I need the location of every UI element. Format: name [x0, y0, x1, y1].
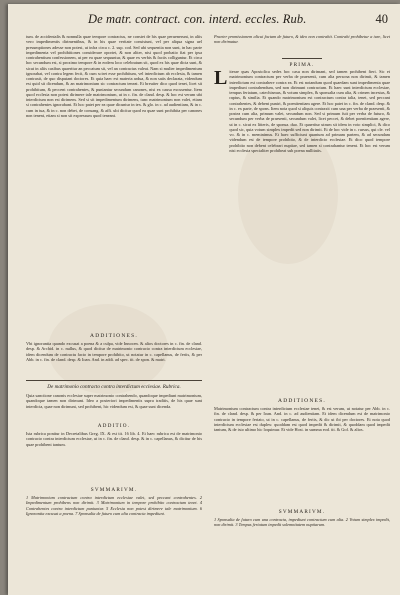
summary-heading: SVMMARIVM.: [278, 509, 326, 515]
left-column: [26, 34, 202, 587]
rubric-text: Quia sanctione canonis ecclesiae super matrimonio contrahendo, quandoque impediunt matrimonium, quandoque tamen non dirimunt. Ideo a posteriori impedimentis supra traditis, de his quae sunt interdicta, quae non dirimunt, sed prohibent, hic videndum est, & quae sunt dicenda.: [26, 393, 202, 409]
running-head: De matr. contract. con. interd. eccles. Rub.: [88, 12, 307, 26]
book-page: [8, 4, 400, 595]
summary-heading: SVMMARIVM.: [90, 487, 138, 493]
page-number: 40: [375, 12, 388, 26]
section-title: De matrimonio contracto contra interdictum ecclesiae. Rubrica.: [47, 384, 181, 390]
summary-text: 1 Matrimonium contractum contra interdictum ecclesiae valet, sed peccant contrahentes. 2 Impedimentum prohibens non dirimit. 3 Matrimonium in tempore prohibito contractum tenet. 4 Contrahentes contra interdictum puniuntur. 5 Ecclesia non potest dirimere tale matrimonium. 6 Ignorantia excusat a poena. 7 Sponsalia de futuro cum alia contracta impediunt.: [26, 495, 202, 516]
main-text-block: [214, 69, 390, 394]
summary-text: 1 Sponsalia de futuro cum una contracta, impediunt contractum cum alia. 2 Votum simplex impedit, non dirimit. 3 Tempus feriatum impedit solemnitatem nuptiarum.: [214, 517, 390, 528]
right-column: [214, 34, 390, 587]
additions-text: Vbi ignorantia quando excusat a poena & a culpa, vide Innocen. & alios doctores in c. fin. de cland. desp. & Archid. in c. nullus, & quod dicitur de matrimonio contracto contra interdictum ecclesiae, idem dicendum de contractu facto in tempore prohibito, ut notatur in c. capellanus, de feriis, & per Abb. in c. fin. de cland. desp. & Ioan. And. in addi. ad spec. tit. de spon. & matri.: [26, 341, 202, 362]
additions-heading: ADDITIONES.: [90, 333, 138, 339]
page-header: [26, 12, 390, 30]
intro-text: Praeter promissionem alicui factam de futuro, & ideo non contrahit. Contrahi prohibetur a iure, licet non dirimatur.: [214, 34, 390, 45]
body-text: tum. de accidentalis & nonnulla quae tempore contractus, ne constet de his quae peruenerunt, in aliis vero impedimentis dirimentibus, & in his quae veritate consistunt, vel per aliqua signa uel presumptiones adesse non potest, ut infra circa c. 2. sup. cod. Sed ubi sequentia non sunt, in hac parte impedimenta vel prohibitiones considerare oportet, & non aliter, nisi quod probatio fiat per ipsa contrahentium confessionem, ut per ea quae sequuntur, & quae ex verbis & factis colliguntur. Et circa hoc secundum est, si proximo tempore & in eodem loco celebratum sit, quod ex his quae dicta sunt, & sicut in aliis casibus quaeritur an peccatum sit, vel an contractus valeat. Nam si mulier impedimentum ignorabat, vel contra legem fecit, & cum sciret esse prohibitum, vel interdictum ab ecclesia, & tamen contraxit, de quo disputant doctores. Et quia haec est materia ardua, & non satis declarata, videndum est quid sit dicendum, & an matrimonium sic contractum teneat. Et breuiter dico quod tenet, licet sit prohibitum, & peccent contrahentes, & puniantur secundum canones, nisi ex causa excusentur. Item quod ecclesia non potest dirimere tale matrimonium, ut in c. fin. de cland. desp. & hoc est verum ubi interdictum non est dirimens. Sed si sit impedimentum dirimens, tunc matrimonium non valet, etiam si contrahentes ignorabant. Et hoc patet per ea quae dicuntur in tex. & glo. in c. ad audientiam, & in c. cum in tua, & in c. non debet, de consang. & affi. ubi dicitur quod ea quae sunt prohibita per canones non tenent, etiam si non sit expressum quod teneant.: [26, 34, 202, 118]
addition-text: Ista rubrica ponitur in Decretalibus Greg. IX. & est tit. 16 lib. 4. Et haec rubrica est de matrimonio contracto contra interdictum ecclesiae, ut in c. fin. de cland. desp. & in c. capellanus, & dicitur de his quae prohibent tantum.: [26, 431, 202, 447]
main-text: iterae quas Apostolica sedes hoc casu non dirimant, sed tamen prohibent fieri. Sic et matrimonium contractum per verba de praesenti, cum alia persona non dirimit, & tamen interdictum est contrahere contra ea. Et est notandum quod quaedam sunt impedimenta quae impediunt contrahendum, sed non dirimunt contractum. Et haec sunt interdictum ecclesiae, tempus feriatum, catechismus, & votum simplex, & sponsalia cum alia, & crimen incestus, & raptus, & similia. Et quando matrimonium est contractum contra talia, tenet, sed peccant contrahentes, & debent puniri, & poenitentiam agere. Et hoc patet in c. fin. de cland. desp. & in c. ex parte, de spons. Item nota quod si aliquis contraxit cum una per verba de praesenti, & postea cum alia, primum valet, secundum non. Sed si primum fuit per verba de futuro, & secundum per verba de praesenti, secundum valet, licet peccet, & debet poenitentiam agere, ut in c. sicut ex litteris, de sponsa. duo. Et quaeritur utrum sit idem in voto simplici, & dico quod sic, quia votum simplex impedit sed non dirimit. Et de hoc vide in c. rursus, qui cle. vel vo. & in c. meminimus. Et haec sufficiunt quantum ad primam partem, & ad secundam videndum est de tempore prohibito, & de interdicto ecclesiae. Et dico quod tempore prohibito non debent celebrari nuptiae, sed tamen si contrahantur tenent. Et hoc est verum nisi ecclesia specialiter prohibeat sub poena nullitatis.: [229, 69, 390, 153]
additions-heading: ADDITIONES.: [278, 398, 326, 404]
addition-heading: ADDITIO.: [97, 423, 131, 429]
divider: [26, 380, 202, 381]
prima-heading: PRIMA.: [289, 62, 315, 68]
divider: [282, 58, 322, 59]
drop-cap: L: [214, 69, 228, 89]
additions-text: Matrimonium contractum contra interdictum ecclesiae tenet, & est verum, ut notatur per Abb. in c. fin. de cland. desp. & per Ioan. And. in c. ad audientiam. Et idem dicendum est de matrimonio contracto in tempore feriato, ut in c. capellanus, de feriis, & dic ut ibi per doctores. Et nota quod interdictum ecclesiae est duplex: quoddam est quod impedit & dirimit, & quoddam quod impedit tantum, & de isto ultimo hic loquimur. Et vide Host. in summa eod. tit. & Gof. & alios.: [214, 406, 390, 432]
